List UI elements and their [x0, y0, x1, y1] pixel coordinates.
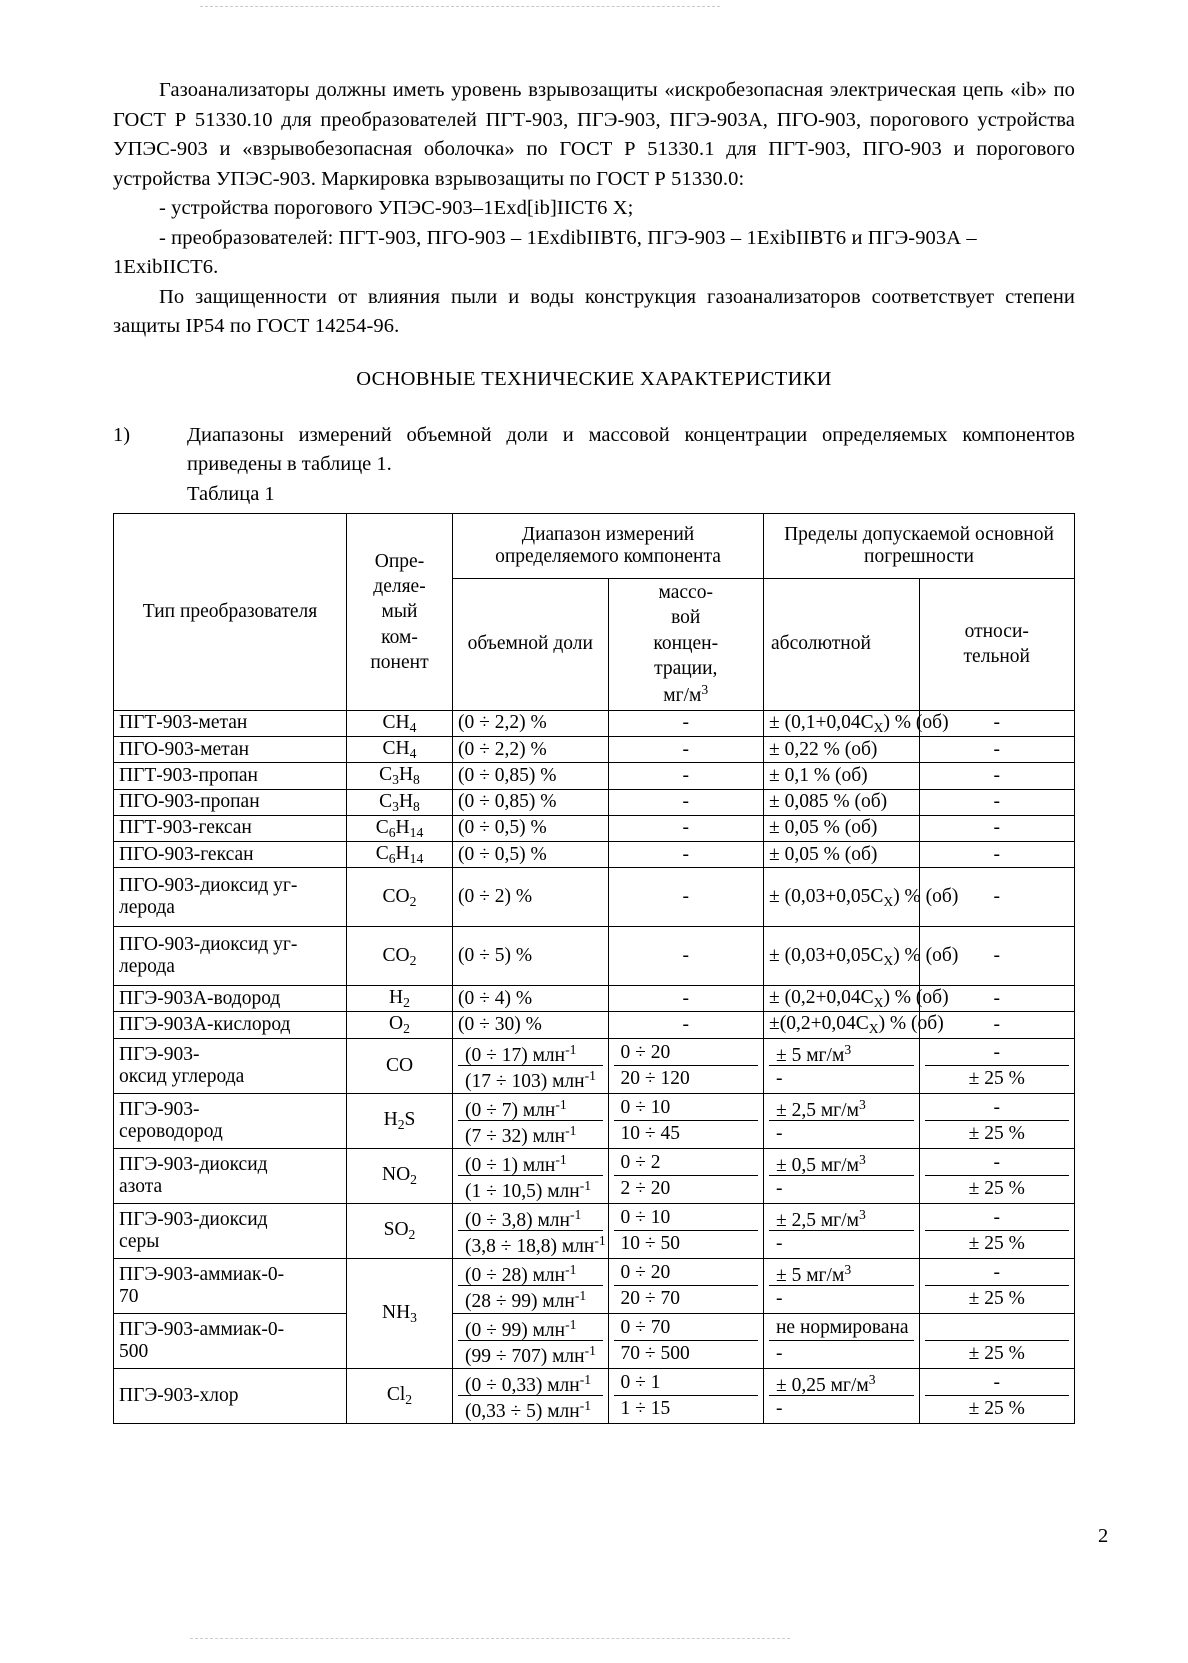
- cell-volume-range: (0 ÷ 5) %: [453, 927, 609, 986]
- paragraph-ip-protection: По защищенности от влияния пыли и воды конструкция газоанализаторов соответствует степени защиты IР54 по ГОСТ 14254-96.: [113, 285, 1075, 337]
- cell-volume-range: [453, 1148, 609, 1203]
- cell-type-line-1: ПГО-903-диоксид уг-: [119, 875, 298, 897]
- cell-relative-error: [919, 1203, 1075, 1258]
- header-measurement-range-group: [453, 514, 764, 579]
- numbered-item-text: Диапазоны измерений объемной доли и массовой концентрации определяемых компонентов приведены в таблице 1.: [187, 423, 1075, 475]
- cell-mass-line-2: 10 ÷ 45: [620, 1122, 680, 1144]
- cell-absolute-line-1: ± 0,25 $мг/м^3$: [769, 1370, 914, 1396]
- cell-type-line-1: ПГЭ-903-: [119, 1098, 200, 1120]
- table-row: [114, 1258, 1075, 1313]
- cell-volume-line-1: (0 ÷ 7) млн$^{-1}$: [458, 1095, 603, 1121]
- cell-mass-range: [608, 1148, 764, 1203]
- cell-type: ПГЭ-903-хлор: [114, 1368, 347, 1423]
- header-mass-line-3: концен-: [653, 632, 719, 654]
- cell-component: $Cl_2$: [347, 1368, 453, 1423]
- cell-relative-error: [919, 1038, 1075, 1093]
- cell-volume-range: (0 ÷ 0,85) %: [453, 763, 609, 789]
- cell-absolute-line-2: -: [776, 1287, 783, 1309]
- cell-absolute-line-2: -: [776, 1177, 783, 1199]
- cell-relative-error: -: [919, 737, 1075, 763]
- cell-relative-error: -: [919, 763, 1075, 789]
- cell-absolute-line-1: ± 0,5 $мг/м^3$: [769, 1150, 914, 1176]
- cell-component: CO: [347, 1038, 453, 1093]
- cell-absolute-error: ± $(0,2+0,04С_X)$ % (об): [764, 986, 920, 1012]
- cell-volume-line-1: (0 ÷ 3,8) млн$^{-1}$: [458, 1205, 603, 1231]
- cell-relative-error: [919, 1313, 1075, 1368]
- cell-volume-line-1: (0 ÷ 1) млн$^{-1}$: [458, 1150, 603, 1176]
- header-error-limits-group: [764, 514, 1075, 579]
- cell-mass-line-1: 0 ÷ 70: [614, 1315, 759, 1341]
- cell-mass-line-2: 2 ÷ 20: [620, 1177, 671, 1199]
- cell-relative-line-1: [925, 1315, 1070, 1341]
- header-error-line-1: Пределы допускаемой основной: [784, 523, 1054, 545]
- header-mass-line-4: трации,: [654, 658, 718, 680]
- cell-mass-range: -: [608, 710, 764, 736]
- cell-absolute-error: ± 0,1 % (об): [764, 763, 920, 789]
- cell-volume-line-2: (28 ÷ 99) млн$^{-1}$: [465, 1287, 587, 1312]
- cell-volume-line-1: (0 ÷ 99) млн$^{-1}$: [458, 1315, 603, 1341]
- paragraph-threshold-device-marking: - устройства порогового УПЭС-903–1Exd[ib]IIСТ6 Х;: [159, 197, 634, 219]
- table-row: [114, 868, 1075, 927]
- cell-type-line-2: лерода: [119, 956, 175, 978]
- cell-volume-range: [453, 1258, 609, 1313]
- cell-absolute-line-2: -: [776, 1232, 783, 1254]
- cell-type-line-1: ПГО-903-диоксид уг-: [119, 934, 298, 956]
- cell-mass-line-1: 0 ÷ 10: [614, 1205, 759, 1231]
- cell-type-line-2: оксид углерода: [119, 1065, 245, 1087]
- cell-mass-range: -: [608, 763, 764, 789]
- numbered-item-marker: 1): [113, 423, 131, 446]
- cell-mass-line-1: 0 ÷ 1: [614, 1370, 759, 1396]
- cell-absolute-error: ± $(0,1+0,04С_X)$ % (об): [764, 710, 920, 736]
- cell-mass-line-2: 20 ÷ 70: [620, 1287, 680, 1309]
- cell-volume-range: (0 ÷ 0,5) %: [453, 815, 609, 841]
- cell-volume-range: (0 ÷ 2,2) %: [453, 737, 609, 763]
- cell-type: [114, 927, 347, 986]
- cell-volume-range: [453, 1093, 609, 1148]
- cell-type-line-1: ПГЭ-903-диоксид: [119, 1208, 268, 1230]
- cell-relative-error: -: [919, 815, 1075, 841]
- header-volume-fraction: объемной доли: [453, 579, 609, 711]
- cell-type-line-2: 500: [119, 1340, 149, 1362]
- cell-volume-range: [453, 1313, 609, 1368]
- cell-relative-line-2: ± 25 %: [968, 1287, 1025, 1309]
- cell-component: $H_2S$: [347, 1093, 453, 1148]
- table-row: [114, 789, 1075, 815]
- cell-component: $CH_4$: [347, 737, 453, 763]
- cell-relative-line-2: ± 25 %: [968, 1232, 1025, 1254]
- table-row: [114, 1203, 1075, 1258]
- cell-absolute-error: [764, 1258, 920, 1313]
- header-range-line-1: Диапазон измерений: [521, 523, 695, 545]
- scan-artifact-top: [200, 6, 720, 9]
- cell-type: ПГЭ-903А-водород: [114, 986, 347, 1012]
- cell-relative-error: -: [919, 927, 1075, 986]
- cell-type-line-2: сероводород: [119, 1120, 223, 1142]
- cell-volume-line-1: (0 ÷ 28) млн$^{-1}$: [458, 1260, 603, 1286]
- numbered-item-1: [113, 421, 1075, 480]
- table-header-row-1: [114, 514, 1075, 579]
- cell-mass-line-2: 1 ÷ 15: [620, 1397, 671, 1419]
- cell-mass-range: [608, 1093, 764, 1148]
- header-relative-line-2: тельной: [963, 646, 1030, 668]
- cell-absolute-error: [764, 1313, 920, 1368]
- cell-type: ПГО-903-пропан: [114, 789, 347, 815]
- cell-mass-range: -: [608, 986, 764, 1012]
- cell-mass-range: [608, 1258, 764, 1313]
- cell-relative-error: -: [919, 841, 1075, 867]
- cell-relative-error: [919, 1093, 1075, 1148]
- header-error-line-2: погрешности: [864, 546, 974, 567]
- cell-component: $CO_2$: [347, 868, 453, 927]
- cell-volume-range: [453, 1203, 609, 1258]
- cell-absolute-line-2: -: [776, 1122, 783, 1144]
- header-component-line-2: деляе-: [373, 575, 426, 597]
- header-measured-component: [347, 514, 453, 711]
- cell-relative-line-2: ± 25 %: [968, 1122, 1025, 1144]
- header-transducer-type: Тип преобразователя: [114, 514, 347, 711]
- cell-component: $C_3H_8$: [347, 789, 453, 815]
- cell-volume-line-2: (99 ÷ 707) млн$^{-1}$: [465, 1342, 596, 1367]
- cell-volume-range: (0 ÷ 30) %: [453, 1012, 609, 1038]
- cell-mass-range: [608, 1203, 764, 1258]
- cell-absolute-line-1: не нормирована: [769, 1315, 914, 1341]
- cell-volume-range: (0 ÷ 2) %: [453, 868, 609, 927]
- cell-mass-range: [608, 1368, 764, 1423]
- cell-mass-range: -: [608, 841, 764, 867]
- cell-relative-error: -: [919, 986, 1075, 1012]
- cell-type-line-1: ПГЭ-903-аммиак-0-: [119, 1318, 285, 1340]
- cell-relative-error: -: [919, 710, 1075, 736]
- cell-type: [114, 868, 347, 927]
- cell-volume-range: (0 ÷ 4) %: [453, 986, 609, 1012]
- cell-absolute-error: [764, 1368, 920, 1423]
- table-row: [114, 1368, 1075, 1423]
- cell-volume-line-2: (7 ÷ 32) млн$^{-1}$: [465, 1122, 577, 1147]
- cell-type: ПГЭ-903А-кислород: [114, 1012, 347, 1038]
- cell-mass-range: -: [608, 789, 764, 815]
- cell-type-line-2: азота: [119, 1175, 163, 1197]
- cell-mass-line-1: 0 ÷ 2: [614, 1150, 759, 1176]
- header-mass-line-1: массо-: [658, 582, 713, 603]
- header-component-line-4: ком-: [381, 626, 418, 648]
- cell-mass-line-2: 70 ÷ 500: [620, 1342, 690, 1364]
- header-mass-unit: $мг/м^3$: [663, 682, 709, 707]
- cell-relative-line-2: ± 25 %: [968, 1067, 1025, 1089]
- cell-volume-line-1: (0 ÷ 0,33) млн$^{-1}$: [458, 1370, 603, 1396]
- cell-type-line-2: лерода: [119, 897, 175, 919]
- cell-relative-error: [919, 1148, 1075, 1203]
- cell-relative-line-1: -: [925, 1095, 1070, 1121]
- header-component-line-5: понент: [370, 651, 429, 673]
- cell-mass-line-2: 20 ÷ 120: [620, 1067, 690, 1089]
- scan-artifact-bottom: [190, 1638, 790, 1641]
- cell-absolute-error: $\pm(0,2+0,04С_X)$ % (об): [764, 1012, 920, 1038]
- cell-mass-range: -: [608, 927, 764, 986]
- cell-absolute-error: [764, 1038, 920, 1093]
- cell-volume-range: [453, 1038, 609, 1093]
- table-row: [114, 1313, 1075, 1368]
- cell-type: ПГТ-903-гексан: [114, 815, 347, 841]
- cell-type: [114, 1258, 347, 1313]
- table-row: [114, 841, 1075, 867]
- cell-absolute-line-1: ± 5 $мг/м^3$: [769, 1040, 914, 1066]
- cell-absolute-error: [764, 1148, 920, 1203]
- table-row: [114, 1012, 1075, 1038]
- table-caption: Таблица 1: [187, 482, 275, 505]
- cell-component: $CH_4$: [347, 710, 453, 736]
- table-row: [114, 927, 1075, 986]
- cell-component: $C_3H_8$: [347, 763, 453, 789]
- cell-absolute-error: [764, 1203, 920, 1258]
- cell-mass-line-2: 10 ÷ 50: [620, 1232, 680, 1254]
- cell-type: [114, 1203, 347, 1258]
- cell-volume-range: (0 ÷ 2,2) %: [453, 710, 609, 736]
- cell-type: ПГО-903-гексан: [114, 841, 347, 867]
- cell-component: $O_2$: [347, 1012, 453, 1038]
- cell-component: $C_6H_{14}$: [347, 841, 453, 867]
- cell-relative-line-1: -: [925, 1260, 1070, 1286]
- cell-component: $H_2$: [347, 986, 453, 1012]
- cell-relative-error: -: [919, 1012, 1075, 1038]
- cell-volume-range: [453, 1368, 609, 1423]
- table-body: [114, 710, 1075, 1423]
- header-relative-error: [919, 579, 1075, 711]
- cell-absolute-line-2: -: [776, 1067, 783, 1089]
- cell-mass-line-1: 0 ÷ 10: [614, 1095, 759, 1121]
- header-relative-line-1: относи-: [964, 621, 1029, 643]
- cell-type-line-2: 70: [119, 1285, 139, 1307]
- page-number: 2: [1098, 1525, 1109, 1547]
- cell-relative-line-1: -: [925, 1370, 1070, 1396]
- cell-relative-line-1: -: [925, 1150, 1070, 1176]
- cell-relative-error: [919, 1258, 1075, 1313]
- cell-relative-line-2: ± 25 %: [968, 1342, 1025, 1364]
- cell-component: $NH_3$: [347, 1258, 453, 1368]
- cell-component: $NO_2$: [347, 1148, 453, 1203]
- table-row: [114, 763, 1075, 789]
- header-mass-line-2: вой: [671, 607, 701, 629]
- table-row: [114, 1093, 1075, 1148]
- cell-component: $CO_2$: [347, 927, 453, 986]
- cell-mass-range: [608, 1313, 764, 1368]
- cell-mass-range: -: [608, 815, 764, 841]
- table-row: [114, 1038, 1075, 1093]
- specifications-table: [113, 513, 1075, 1424]
- cell-absolute-error: ± 0,085 % (об): [764, 789, 920, 815]
- cell-type: [114, 1093, 347, 1148]
- cell-type: [114, 1313, 347, 1368]
- cell-component: $SO_2$: [347, 1203, 453, 1258]
- cell-absolute-error: ± 0,05 % (об): [764, 815, 920, 841]
- cell-volume-line-2: (3,8 ÷ 18,8) млн$^{-1}$: [465, 1232, 606, 1257]
- cell-relative-error: -: [919, 868, 1075, 927]
- table-row: [114, 986, 1075, 1012]
- cell-absolute-line-1: ± 5 $мг/м^3$: [769, 1260, 914, 1286]
- paragraph-transducers-marking: - преобразователей: ПГТ-903, ПГО-903 – 1ЕxdibIIВТ6, ПГЭ-903 – 1ЕxibIIВТ6 и ПГЭ-903А – 1ЕxibIIСТ6.: [113, 226, 977, 278]
- cell-type: ПГТ-903-метан: [114, 710, 347, 736]
- cell-volume-range: (0 ÷ 0,5) %: [453, 841, 609, 867]
- page-title: ОСНОВНЫЕ ТЕХНИЧЕСКИЕ ХАРАКТЕРИСТИКИ: [356, 367, 832, 390]
- cell-mass-range: -: [608, 737, 764, 763]
- header-mass-concentration: [608, 579, 764, 711]
- cell-absolute-error: ± 0,22 % (об): [764, 737, 920, 763]
- cell-mass-line-1: 0 ÷ 20: [614, 1260, 759, 1286]
- header-component-line-1: Опре-: [374, 550, 425, 572]
- cell-relative-line-2: ± 25 %: [968, 1177, 1025, 1199]
- cell-relative-error: [919, 1368, 1075, 1423]
- cell-type: ПГО-903-метан: [114, 737, 347, 763]
- cell-component: $C_6H_{14}$: [347, 815, 453, 841]
- cell-absolute-error: [764, 1093, 920, 1148]
- cell-volume-range: (0 ÷ 0,85) %: [453, 789, 609, 815]
- cell-absolute-line-1: ± 2,5 $мг/м^3$: [769, 1205, 914, 1231]
- cell-type-line-1: ПГЭ-903-: [119, 1043, 200, 1065]
- table-row: [114, 710, 1075, 736]
- table-head: [114, 514, 1075, 711]
- cell-absolute-error: ± $(0,03+0,05С_X)$ % (об): [764, 927, 920, 986]
- cell-mass-line-1: 0 ÷ 20: [614, 1040, 759, 1066]
- cell-type: [114, 1038, 347, 1093]
- table-row: [114, 1148, 1075, 1203]
- header-component-line-3: мый: [381, 601, 418, 623]
- table-row: [114, 815, 1075, 841]
- cell-type: ПГТ-903-пропан: [114, 763, 347, 789]
- cell-absolute-error: ± $(0,03+0,05С_X)$ % (об): [764, 868, 920, 927]
- cell-type-line-2: серы: [119, 1230, 160, 1252]
- table-row: [114, 737, 1075, 763]
- cell-relative-line-1: -: [925, 1205, 1070, 1231]
- cell-type-line-1: ПГЭ-903-аммиак-0-: [119, 1263, 285, 1285]
- cell-absolute-line-2: -: [776, 1397, 783, 1419]
- cell-absolute-line-1: ± 2,5 $мг/м^3$: [769, 1095, 914, 1121]
- cell-mass-range: [608, 1038, 764, 1093]
- cell-volume-line-2: (0,33 ÷ 5) млн$^{-1}$: [465, 1397, 592, 1422]
- cell-type-line-1: ПГЭ-903-диоксид: [119, 1153, 268, 1175]
- cell-volume-line-1: (0 ÷ 17) млн$^{-1}$: [458, 1040, 603, 1066]
- cell-absolute-line-2: -: [776, 1342, 783, 1364]
- cell-mass-range: -: [608, 868, 764, 927]
- cell-volume-line-2: (1 ÷ 10,5) млн$^{-1}$: [465, 1177, 592, 1202]
- cell-mass-range: -: [608, 1012, 764, 1038]
- cell-relative-error: -: [919, 789, 1075, 815]
- page-content: [113, 76, 1075, 1424]
- cell-volume-line-2: (17 ÷ 103) млн$^{-1}$: [465, 1067, 596, 1092]
- header-absolute-error: абсолютной: [764, 579, 920, 711]
- cell-relative-line-1: -: [925, 1040, 1070, 1066]
- paragraph-explosion-protection: Газоанализаторы должны иметь уровень взрывозащиты «искробезопасная электрическая цепь «ib» по ГОСТ Р 51330.10 для преобразователей ПГТ-903, ПГЭ-903, ПГЭ-903А, ПГО-903, порогового устройства УПЭС-903 и «взрывобезопасная оболочка» по ГОСТ Р 51330.1 для ПГТ-903, ПГО-903 и порогового устройства УПЭС-903. Маркировка взрывозащиты по ГОСТ Р 51330.0:: [113, 79, 1075, 190]
- cell-type: [114, 1148, 347, 1203]
- header-range-line-2: определяемого компонента: [495, 546, 721, 567]
- cell-relative-line-2: ± 25 %: [968, 1397, 1025, 1419]
- cell-absolute-error: ± 0,05 % (об): [764, 841, 920, 867]
